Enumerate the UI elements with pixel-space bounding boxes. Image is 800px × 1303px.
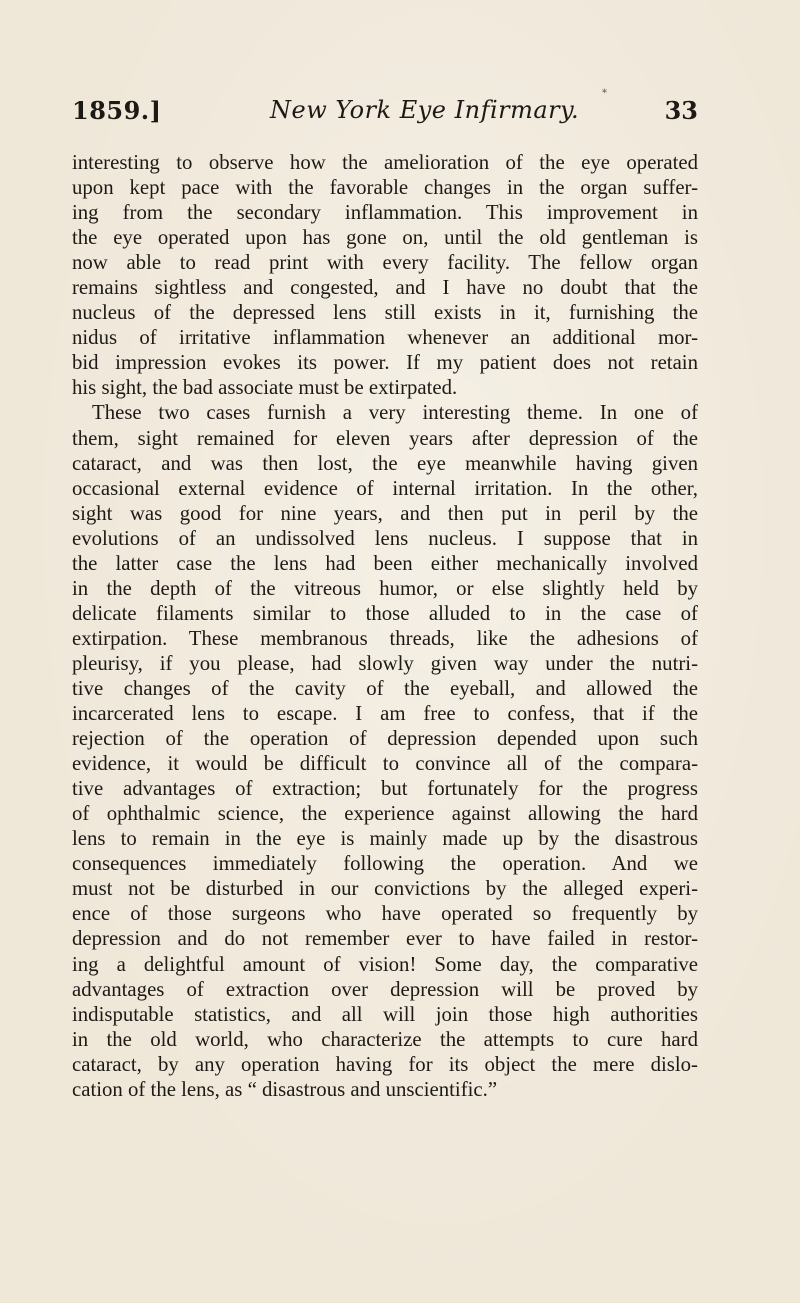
header-year: 1859.] bbox=[72, 96, 162, 125]
text-line: cation of the lens, as “ disastrous and unscientific.” bbox=[72, 1077, 498, 1101]
text-line: now able to read print with every facility. The fellow organ bbox=[72, 251, 698, 275]
text-line: ing a delightful amount of vision! Some day, the comparative bbox=[72, 952, 698, 976]
text-line: the latter case the lens had been either mechanically involved bbox=[72, 551, 698, 575]
text-line: ing from the secondary inflammation. This improvement in bbox=[72, 201, 698, 225]
text-line: of ophthalmic science, the experience against allowing the hard bbox=[72, 802, 698, 826]
text-line: tive changes of the cavity of the eyeball, and allowed the bbox=[72, 676, 698, 700]
text-line: bid impression evokes its power. If my patient does not retain bbox=[72, 351, 698, 375]
text-line: upon kept pace with the favorable changes in the organ suffer- bbox=[72, 176, 698, 200]
text-line: evidence, it would be difficult to convince all of the compara- bbox=[72, 752, 698, 776]
text-line: in the depth of the vitreous humor, or else slightly held by bbox=[72, 576, 698, 600]
text-line: in the old world, who characterize the attempts to cure hard bbox=[72, 1027, 698, 1051]
running-title: New York Eye Infirmary. bbox=[270, 96, 580, 124]
body-text bbox=[72, 150, 698, 1102]
text-line: must not be disturbed in our convictions by the alleged experi- bbox=[72, 877, 698, 901]
running-header bbox=[72, 96, 698, 136]
text-line: ence of those surgeons who have operated so frequently by bbox=[72, 902, 698, 926]
text-line: rejection of the operation of depression depended upon such bbox=[72, 727, 698, 751]
page-mark: * bbox=[602, 88, 607, 99]
text-line: occasional external evidence of internal irritation. In the other, bbox=[72, 476, 698, 500]
text-line: the eye operated upon has gone on, until the old gentleman is bbox=[72, 226, 698, 250]
text-line: evolutions of an undissolved lens nucleus. I suppose that in bbox=[72, 526, 698, 550]
text-line: indisputable statistics, and all will join those high authorities bbox=[72, 1002, 698, 1026]
text-line: nucleus of the depressed lens still exists in it, furnishing the bbox=[72, 301, 698, 325]
text-line: his sight, the bad associate must be extirpated. bbox=[72, 376, 458, 400]
text-line: tive advantages of extraction; but fortunately for the progress bbox=[72, 777, 698, 801]
text-line: them, sight remained for eleven years after depression of the bbox=[72, 426, 698, 450]
text-line: depression and do not remember ever to have failed in restor- bbox=[72, 927, 698, 951]
text-line: delicate filaments similar to those alluded to in the case of bbox=[72, 601, 698, 625]
text-line: interesting to observe how the amelioration of the eye operated bbox=[72, 151, 698, 174]
text-line: These two cases furnish a very interesting theme. In one of bbox=[92, 401, 698, 425]
text-line: extirpation. These membranous threads, like the adhesions of bbox=[72, 626, 698, 650]
text-line: remains sightless and congested, and I have no doubt that the bbox=[72, 276, 698, 300]
text-line: advantages of extraction over depression will be proved by bbox=[72, 977, 698, 1001]
page-number: 33 bbox=[664, 96, 698, 125]
text-line: nidus of irritative inflammation whenever an additional mor- bbox=[72, 326, 698, 350]
text-line: consequences immediately following the operation. And we bbox=[72, 852, 698, 876]
text-line: sight was good for nine years, and then put in peril by the bbox=[72, 501, 698, 525]
text-line: pleurisy, if you please, had slowly given way under the nutri- bbox=[72, 651, 698, 675]
text-line: cataract, and was then lost, the eye meanwhile having given bbox=[72, 451, 698, 475]
text-line: cataract, by any operation having for its object the mere dislo- bbox=[72, 1052, 698, 1076]
text-line: lens to remain in the eye is mainly made up by the disastrous bbox=[72, 827, 698, 851]
text-line: incarcerated lens to escape. I am free to confess, that if the bbox=[72, 702, 698, 726]
